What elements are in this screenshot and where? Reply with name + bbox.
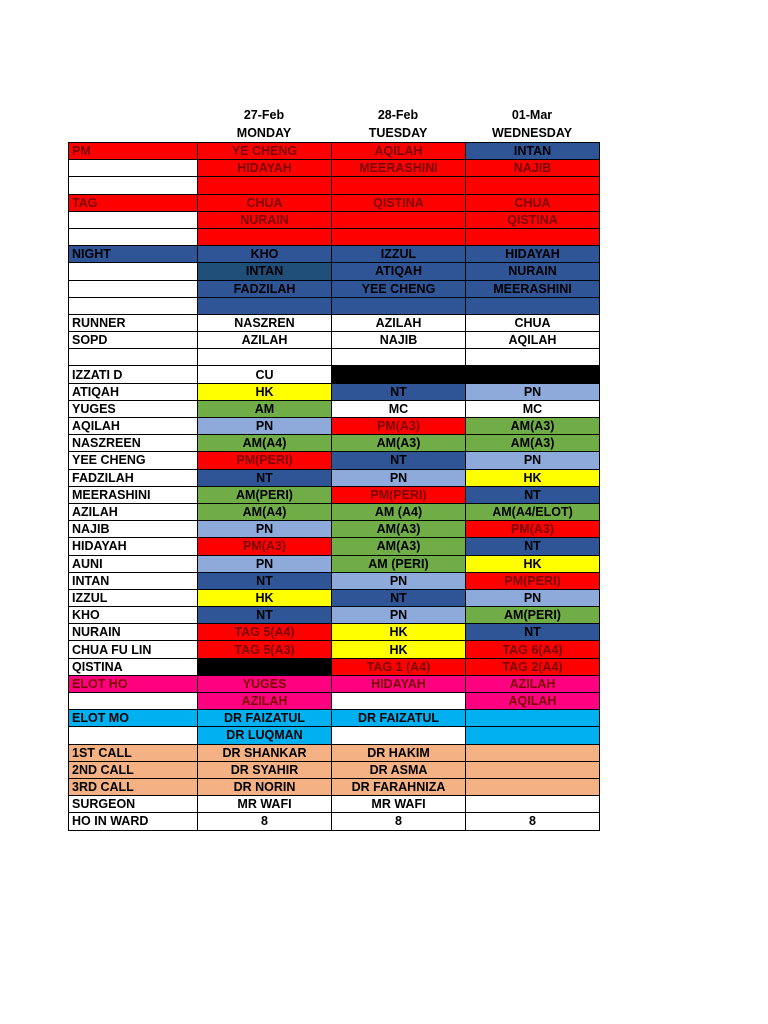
- row-label: HO IN WARD: [69, 813, 198, 830]
- shift-cell: [466, 796, 600, 813]
- shift-cell: DR FAIZATUL: [198, 710, 332, 727]
- shift-cell: NASZREN: [198, 314, 332, 331]
- table-row: [69, 280, 600, 297]
- shift-cell: AZILAH: [198, 693, 332, 710]
- row-label: 3RD CALL: [69, 778, 198, 795]
- shift-cell: [332, 177, 466, 194]
- shift-cell: PN: [198, 418, 332, 435]
- row-label: RUNNER: [69, 314, 198, 331]
- shift-cell: PN: [466, 589, 600, 606]
- shift-cell: AM(A4/ELOT): [466, 503, 600, 520]
- row-label: YUGES: [69, 400, 198, 417]
- shift-cell: [332, 349, 466, 366]
- row-label: IZZUL: [69, 589, 198, 606]
- row-label: 2ND CALL: [69, 761, 198, 778]
- shift-cell: DR HAKIM: [332, 744, 466, 761]
- shift-cell: AQILAH: [332, 143, 466, 160]
- table-row: [69, 572, 600, 589]
- shift-cell: [332, 297, 466, 314]
- table-row: [69, 796, 600, 813]
- shift-cell: PM(A3): [332, 418, 466, 435]
- shift-cell: [466, 710, 600, 727]
- row-label: [69, 211, 198, 228]
- row-label: IZZATI D: [69, 366, 198, 383]
- row-label: YEE CHENG: [69, 452, 198, 469]
- date-col-3: [465, 106, 599, 142]
- shift-cell: [198, 228, 332, 245]
- shift-cell: CHUA: [198, 194, 332, 211]
- shift-cell: PM(PERI): [332, 486, 466, 503]
- table-row: [69, 486, 600, 503]
- shift-cell: PN: [198, 521, 332, 538]
- date-label: 28-Feb: [377, 108, 419, 122]
- shift-cell: MEERASHINI: [466, 280, 600, 297]
- shift-cell: PN: [332, 607, 466, 624]
- shift-cell: 8: [466, 813, 600, 830]
- date-col-1: [197, 106, 331, 142]
- row-label: NASZREEN: [69, 435, 198, 452]
- table-row: [69, 228, 600, 245]
- shift-cell: MC: [466, 400, 600, 417]
- table-row: [69, 194, 600, 211]
- row-label: [69, 228, 198, 245]
- shift-cell: [198, 177, 332, 194]
- shift-cell: AM(A4): [198, 503, 332, 520]
- shift-cell: AM(A3): [466, 418, 600, 435]
- shift-cell: HK: [466, 555, 600, 572]
- shift-cell: [466, 297, 600, 314]
- table-row: [69, 383, 600, 400]
- table-row: [69, 503, 600, 520]
- shift-cell: NT: [466, 538, 600, 555]
- table-row: [69, 693, 600, 710]
- table-row: [69, 761, 600, 778]
- table-row: [69, 400, 600, 417]
- shift-cell: CU: [198, 366, 332, 383]
- row-label: NURAIN: [69, 624, 198, 641]
- shift-cell: [466, 778, 600, 795]
- shift-cell: MR WAFI: [332, 796, 466, 813]
- shift-cell: YUGES: [198, 675, 332, 692]
- shift-cell: INTAN: [466, 143, 600, 160]
- shift-cell: [198, 349, 332, 366]
- row-label: NAJIB: [69, 521, 198, 538]
- row-label: FADZILAH: [69, 469, 198, 486]
- table-row: [69, 641, 600, 658]
- shift-cell: [466, 744, 600, 761]
- shift-cell: [466, 177, 600, 194]
- row-label: TAG: [69, 194, 198, 211]
- shift-cell: DR FARAHNIZA: [332, 778, 466, 795]
- shift-cell: PM(A3): [198, 538, 332, 555]
- shift-cell: ATIQAH: [332, 263, 466, 280]
- shift-cell: NURAIN: [198, 211, 332, 228]
- shift-cell: [198, 297, 332, 314]
- table-row: [69, 263, 600, 280]
- shift-cell: [198, 658, 332, 675]
- table-row: [69, 624, 600, 641]
- shift-cell: DR SHANKAR: [198, 744, 332, 761]
- shift-cell: HIDAYAH: [198, 160, 332, 177]
- shift-cell: MR WAFI: [198, 796, 332, 813]
- table-row: [69, 211, 600, 228]
- table-row: [69, 160, 600, 177]
- shift-cell: PN: [466, 452, 600, 469]
- table-row: [69, 658, 600, 675]
- shift-cell: TAG 1 (A4): [332, 658, 466, 675]
- table-row: [69, 813, 600, 830]
- date-label: 01-Mar: [511, 108, 553, 122]
- shift-cell: AM(PERI): [198, 486, 332, 503]
- table-row: [69, 710, 600, 727]
- shift-cell: [466, 761, 600, 778]
- shift-cell: AM(A3): [332, 435, 466, 452]
- shift-cell: TAG 5(A3): [198, 641, 332, 658]
- row-label: KHO: [69, 607, 198, 624]
- shift-cell: 8: [332, 813, 466, 830]
- row-label: ELOT MO: [69, 710, 198, 727]
- day-label: WEDNESDAY: [491, 126, 573, 140]
- shift-cell: YEE CHENG: [332, 280, 466, 297]
- shift-cell: PM(PERI): [198, 452, 332, 469]
- table-row: [69, 589, 600, 606]
- shift-cell: AQILAH: [466, 693, 600, 710]
- row-label: PM: [69, 143, 198, 160]
- row-label: INTAN: [69, 572, 198, 589]
- day-label: TUESDAY: [368, 126, 428, 140]
- shift-cell: HK: [332, 624, 466, 641]
- shift-cell: AZILAH: [332, 314, 466, 331]
- shift-cell: NT: [198, 469, 332, 486]
- date-label: 27-Feb: [243, 108, 285, 122]
- row-label: [69, 693, 198, 710]
- shift-cell: NAJIB: [332, 332, 466, 349]
- shift-cell: NURAIN: [466, 263, 600, 280]
- shift-cell: MC: [332, 400, 466, 417]
- shift-cell: QISTINA: [466, 211, 600, 228]
- shift-cell: PN: [466, 383, 600, 400]
- shift-cell: FADZILAH: [198, 280, 332, 297]
- shift-cell: PN: [332, 469, 466, 486]
- shift-cell: DR ASMA: [332, 761, 466, 778]
- table-row: [69, 555, 600, 572]
- row-label: SOPD: [69, 332, 198, 349]
- roster-body: [69, 143, 600, 831]
- shift-cell: TAG 5(A4): [198, 624, 332, 641]
- shift-cell: AZILAH: [466, 675, 600, 692]
- row-label: [69, 280, 198, 297]
- shift-cell: TAG 6(A4): [466, 641, 600, 658]
- row-label: [69, 160, 198, 177]
- shift-cell: [466, 366, 600, 383]
- row-label: [69, 727, 198, 744]
- row-label: CHUA FU LIN: [69, 641, 198, 658]
- day-label: MONDAY: [236, 126, 292, 140]
- shift-cell: [332, 366, 466, 383]
- shift-cell: AM(A4): [198, 435, 332, 452]
- shift-cell: [466, 727, 600, 744]
- row-label: [69, 177, 198, 194]
- shift-cell: HK: [198, 383, 332, 400]
- shift-cell: [466, 228, 600, 245]
- date-col-2: [331, 106, 465, 142]
- row-label: AQILAH: [69, 418, 198, 435]
- shift-cell: AZILAH: [198, 332, 332, 349]
- shift-cell: HIDAYAH: [466, 246, 600, 263]
- table-row: [69, 675, 600, 692]
- shift-cell: INTAN: [198, 263, 332, 280]
- shift-cell: AM (A4): [332, 503, 466, 520]
- table-row: [69, 538, 600, 555]
- table-row: [69, 314, 600, 331]
- shift-cell: PM(A3): [466, 521, 600, 538]
- row-label: [69, 349, 198, 366]
- roster-table: [68, 142, 600, 831]
- shift-cell: TAG 2(A4): [466, 658, 600, 675]
- table-row: [69, 469, 600, 486]
- shift-cell: NAJIB: [466, 160, 600, 177]
- shift-cell: HK: [332, 641, 466, 658]
- shift-cell: DR SYAHIR: [198, 761, 332, 778]
- table-row: [69, 332, 600, 349]
- row-label: AZILAH: [69, 503, 198, 520]
- shift-cell: MEERASHINI: [332, 160, 466, 177]
- table-row: [69, 727, 600, 744]
- shift-cell: NT: [198, 572, 332, 589]
- shift-cell: CHUA: [466, 314, 600, 331]
- shift-cell: DR FAIZATUL: [332, 710, 466, 727]
- shift-cell: [332, 211, 466, 228]
- shift-cell: 8: [198, 813, 332, 830]
- shift-cell: QISTINA: [332, 194, 466, 211]
- row-label: [69, 263, 198, 280]
- shift-cell: HIDAYAH: [332, 675, 466, 692]
- shift-cell: AM: [198, 400, 332, 417]
- table-row: [69, 435, 600, 452]
- shift-cell: DR NORIN: [198, 778, 332, 795]
- table-row: [69, 349, 600, 366]
- row-label: MEERASHINI: [69, 486, 198, 503]
- shift-cell: [332, 727, 466, 744]
- row-label: [69, 297, 198, 314]
- table-row: [69, 778, 600, 795]
- shift-cell: AQILAH: [466, 332, 600, 349]
- row-label: AUNI: [69, 555, 198, 572]
- shift-cell: NT: [332, 589, 466, 606]
- shift-cell: YE CHENG: [198, 143, 332, 160]
- shift-cell: PN: [198, 555, 332, 572]
- shift-cell: KHO: [198, 246, 332, 263]
- shift-cell: [332, 228, 466, 245]
- shift-cell: NT: [466, 486, 600, 503]
- row-label: ELOT HO: [69, 675, 198, 692]
- table-row: [69, 607, 600, 624]
- table-row: [69, 177, 600, 194]
- table-row: [69, 521, 600, 538]
- shift-cell: PN: [332, 572, 466, 589]
- shift-cell: AM(PERI): [466, 607, 600, 624]
- shift-cell: AM (PERI): [332, 555, 466, 572]
- table-row: [69, 297, 600, 314]
- table-row: [69, 143, 600, 160]
- shift-cell: IZZUL: [332, 246, 466, 263]
- shift-cell: NT: [332, 383, 466, 400]
- roster-sheet: [68, 106, 600, 831]
- shift-cell: NT: [466, 624, 600, 641]
- shift-cell: [466, 349, 600, 366]
- shift-cell: AM(A3): [466, 435, 600, 452]
- shift-cell: NT: [332, 452, 466, 469]
- shift-cell: AM(A3): [332, 521, 466, 538]
- shift-cell: DR LUQMAN: [198, 727, 332, 744]
- row-label: 1ST CALL: [69, 744, 198, 761]
- shift-cell: NT: [198, 607, 332, 624]
- table-row: [69, 744, 600, 761]
- shift-cell: AM(A3): [332, 538, 466, 555]
- row-label: HIDAYAH: [69, 538, 198, 555]
- shift-cell: CHUA: [466, 194, 600, 211]
- shift-cell: PM(PERI): [466, 572, 600, 589]
- date-header: [197, 106, 600, 142]
- shift-cell: [332, 693, 466, 710]
- shift-cell: HK: [466, 469, 600, 486]
- row-label: QISTINA: [69, 658, 198, 675]
- row-label: NIGHT: [69, 246, 198, 263]
- table-row: [69, 366, 600, 383]
- shift-cell: HK: [198, 589, 332, 606]
- table-row: [69, 246, 600, 263]
- table-row: [69, 452, 600, 469]
- row-label: SURGEON: [69, 796, 198, 813]
- row-label: ATIQAH: [69, 383, 198, 400]
- table-row: [69, 418, 600, 435]
